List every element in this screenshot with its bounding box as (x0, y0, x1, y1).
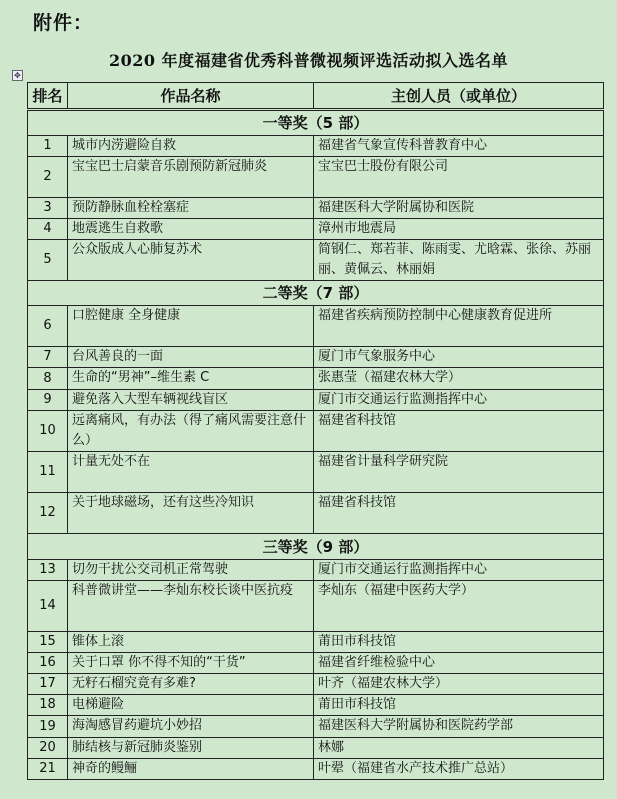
table-row (28, 695, 604, 716)
rank-cell: 15 (28, 632, 68, 653)
work-title-cell: 生命的“男神”–维生素 C (68, 368, 314, 390)
creator-cell: 福建省计量科学研究院 (314, 452, 604, 493)
work-title-cell: 台风善良的一面 (68, 347, 314, 368)
table-row (28, 411, 604, 452)
table-row (28, 219, 604, 240)
table-row (28, 198, 604, 219)
creator-cell: 莆田市科技馆 (314, 632, 604, 653)
header-work: 作品名称 (68, 83, 314, 110)
work-title-cell: 口腔健康 全身健康 (68, 306, 314, 347)
creator-cell: 叶齐（福建农林大学） (314, 674, 604, 695)
table-row (28, 581, 604, 632)
rank-cell: 6 (28, 306, 68, 347)
work-title-cell: 神奇的鳗鲡 (68, 759, 314, 780)
move-handle-icon[interactable]: ✥ (12, 70, 23, 81)
rank-cell: 20 (28, 738, 68, 759)
work-title-cell: 城市内涝避险自救 (68, 136, 314, 157)
work-title-cell: 科普微讲堂——李灿东校长谈中医抗疫 (68, 581, 314, 632)
work-title-cell: 远离痛风，有办法（得了痛风需要注意什么） (68, 411, 314, 452)
table-row (28, 759, 604, 780)
table-row (28, 347, 604, 368)
rank-cell: 3 (28, 198, 68, 219)
rank-cell: 7 (28, 347, 68, 368)
rank-cell: 14 (28, 581, 68, 632)
table-row (28, 136, 604, 157)
attachment-label: 附件： (33, 12, 94, 34)
prize-section-title: 二等奖（7 部） (28, 281, 604, 306)
prize-section-row (28, 534, 604, 560)
table-row (28, 493, 604, 534)
rank-cell: 12 (28, 493, 68, 534)
work-title-cell: 公众版成人心肺复苏术 (68, 240, 314, 281)
prize-section-title: 三等奖（9 部） (28, 534, 604, 560)
work-title-cell: 电梯避险 (68, 695, 314, 716)
results-table (27, 82, 604, 780)
creator-cell: 福建省科技馆 (314, 411, 604, 452)
rank-cell: 9 (28, 390, 68, 411)
table-row (28, 306, 604, 347)
creator-cell: 福建省疾病预防控制中心健康教育促进所 (314, 306, 604, 347)
table-row (28, 738, 604, 759)
rank-cell: 13 (28, 560, 68, 581)
work-title-cell: 预防静脉血栓栓塞症 (68, 198, 314, 219)
header-creator: 主创人员（或单位） (314, 83, 604, 110)
creator-cell: 福建医科大学附属协和医院 (314, 198, 604, 219)
table-row (28, 632, 604, 653)
rank-cell: 17 (28, 674, 68, 695)
prize-section-title: 一等奖（5 部） (28, 110, 604, 136)
table-row (28, 674, 604, 695)
rank-cell: 1 (28, 136, 68, 157)
work-title-cell: 地震逃生自救歌 (68, 219, 314, 240)
rank-cell: 16 (28, 653, 68, 674)
work-title-cell: 关于口罩 你不得不知的“干货” (68, 653, 314, 674)
work-title-cell: 避免落入大型车辆视线盲区 (68, 390, 314, 411)
rank-cell: 19 (28, 716, 68, 738)
rank-cell: 8 (28, 368, 68, 390)
creator-cell: 福建省科技馆 (314, 493, 604, 534)
creator-cell: 福建省气象宣传科普教育中心 (314, 136, 604, 157)
rank-cell: 18 (28, 695, 68, 716)
creator-cell: 厦门市交通运行监测指挥中心 (314, 560, 604, 581)
page-title: 2020 年度福建省优秀科普微视频评选活动拟入选名单 (108, 51, 509, 70)
rank-cell: 21 (28, 759, 68, 780)
creator-cell: 福建医科大学附属协和医院药学部 (314, 716, 604, 738)
header-rank: 排名 (28, 83, 68, 110)
creator-cell: 福建省纤维检验中心 (314, 653, 604, 674)
creator-cell: 张惠莹（福建农林大学） (314, 368, 604, 390)
table-row (28, 452, 604, 493)
table-row (28, 240, 604, 281)
rank-cell: 2 (28, 157, 68, 198)
table-row (28, 390, 604, 411)
creator-cell: 厦门市交通运行监测指挥中心 (314, 390, 604, 411)
table-header-row (28, 83, 604, 110)
creator-cell: 莆田市科技馆 (314, 695, 604, 716)
table-body (28, 110, 604, 780)
creator-cell: 林娜 (314, 738, 604, 759)
work-title-cell: 肺结核与新冠肺炎鉴别 (68, 738, 314, 759)
creator-cell: 漳州市地震局 (314, 219, 604, 240)
work-title-cell: 计量无处不在 (68, 452, 314, 493)
table-row (28, 368, 604, 390)
work-title-cell: 锥体上滚 (68, 632, 314, 653)
work-title-cell: 海淘感冒药避坑小妙招 (68, 716, 314, 738)
table-row (28, 560, 604, 581)
table-row (28, 157, 604, 198)
creator-cell: 厦门市气象服务中心 (314, 347, 604, 368)
rank-cell: 11 (28, 452, 68, 493)
work-title-cell: 关于地球磁场，还有这些冷知识 (68, 493, 314, 534)
work-title-cell: 切勿干扰公交司机正常驾驶 (68, 560, 314, 581)
work-title-cell: 无籽石榴究竟有多难? (68, 674, 314, 695)
rank-cell: 4 (28, 219, 68, 240)
prize-section-row (28, 110, 604, 136)
creator-cell: 叶翚（福建省水产技术推广总站） (314, 759, 604, 780)
creator-cell: 简钢仁、郑若菲、陈雨雯、尤晗霖、张徐、苏丽丽、黄佩云、林丽娟 (314, 240, 604, 281)
work-title-cell: 宝宝巴士启蒙音乐剧预防新冠肺炎 (68, 157, 314, 198)
table-row (28, 653, 604, 674)
prize-section-row (28, 281, 604, 306)
creator-cell: 李灿东（福建中医药大学） (314, 581, 604, 632)
rank-cell: 5 (28, 240, 68, 281)
table-row (28, 716, 604, 738)
rank-cell: 10 (28, 411, 68, 452)
creator-cell: 宝宝巴士股份有限公司 (314, 157, 604, 198)
